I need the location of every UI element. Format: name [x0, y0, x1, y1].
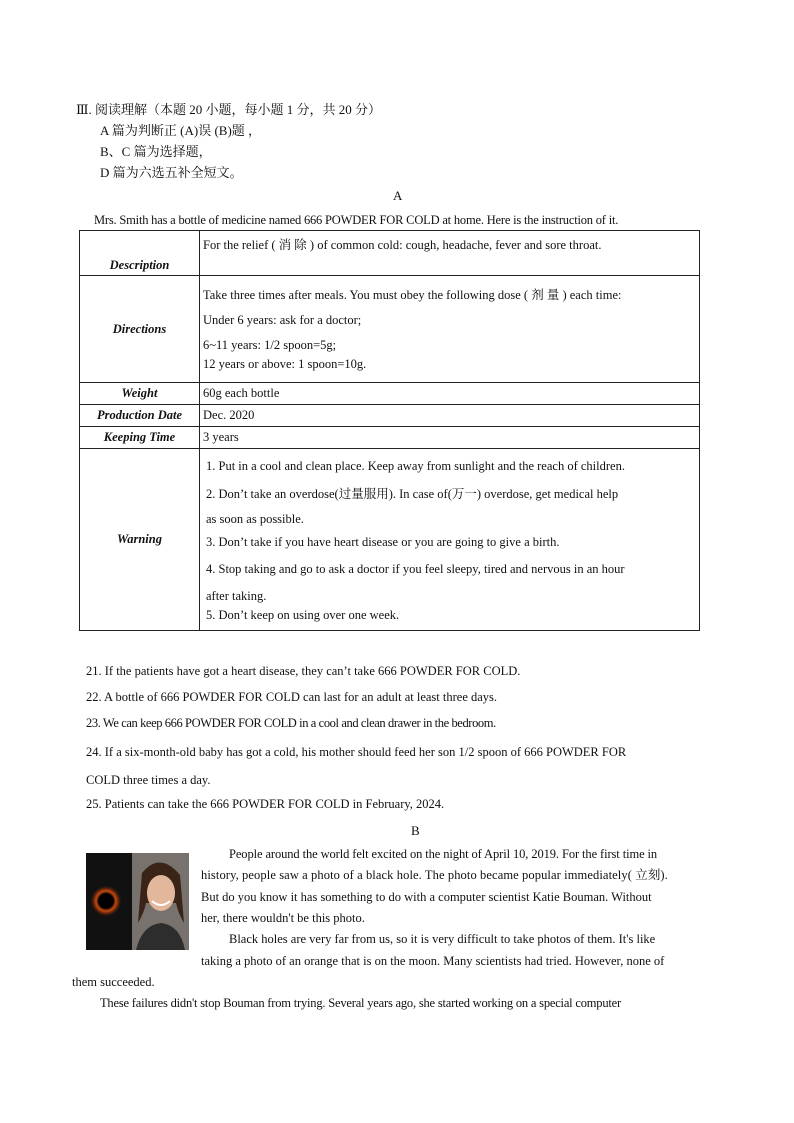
- directions-line: Take three times after meals. You must obey the following dose ( 剂 量 ) each time:: [203, 288, 622, 302]
- question-25: 25. Patients can take the 666 POWDER FOR COLD in February, 2024.: [86, 797, 445, 811]
- note-passage-bc: B、C 篇为选择题，: [100, 144, 212, 159]
- description-label: Description: [80, 231, 200, 276]
- question-22: 22. A bottle of 666 POWDER FOR COLD can last for an adult at least three days.: [86, 690, 498, 704]
- passage-a-label: A: [393, 188, 403, 203]
- table-row-keeping-time: [80, 427, 700, 449]
- directions-label: Directions: [80, 276, 200, 383]
- warning-line: 1. Put in a cool and clean place. Keep away from sunlight and the reach of children.: [206, 459, 625, 473]
- table-row-description: [80, 231, 700, 276]
- black-hole-image: [86, 853, 132, 950]
- warning-line: as soon as possible.: [206, 512, 304, 526]
- passage-b-line-1: People around the world felt excited on the night of April 10, 2019. For the first time in: [229, 847, 658, 861]
- weight-text: 60g each bottle: [200, 383, 700, 405]
- directions-text: [200, 276, 700, 383]
- description-text: For the relief ( 消 除 ) of common cold: cough, headache, fever and sore throat.: [200, 231, 700, 276]
- warning-line: 3. Don’t take if you have heart disease or you are going to give a birth.: [206, 535, 560, 549]
- production-date-text: Dec. 2020: [200, 405, 700, 427]
- question-24: 24. If a six-month-old baby has got a cold, his mother should feed her son 1/2 spoon of 666 POWDER FOR: [86, 745, 627, 759]
- question-21: 21. If the patients have got a heart disease, they can’t take 666 POWDER FOR COLD.: [86, 664, 521, 678]
- table-row-weight: [80, 383, 700, 405]
- keeping-time-text: 3 years: [200, 427, 700, 449]
- warning-line: 2. Don’t take an overdose(过量服用). In case of(万一) overdose, get medical help: [206, 487, 619, 501]
- question-24-continued: COLD three times a day.: [86, 773, 211, 787]
- passage-b-line-7: them succeeded.: [72, 975, 155, 989]
- passage-a-intro: Mrs. Smith has a bottle of medicine named 666 POWDER FOR COLD at home. Here is the instruction of it.: [94, 213, 619, 227]
- directions-line: 6~11 years: 1/2 spoon=5g;: [203, 338, 337, 352]
- table-row-warning: [80, 449, 700, 631]
- black-hole-icon: [86, 853, 132, 950]
- warning-line: 4. Stop taking and go to ask a doctor if you feel sleepy, tired and nervous in an hour: [206, 562, 625, 576]
- note-passage-d: D 篇为六选五补全短文。: [100, 165, 243, 180]
- directions-line: 12 years or above: 1 spoon=10g.: [203, 357, 367, 371]
- directions-line: Under 6 years: ask for a doctor;: [203, 313, 362, 327]
- question-23: 23. We can keep 666 POWDER FOR COLD in a cool and clean drawer in the bedroom.: [86, 716, 496, 730]
- scientist-portrait: [132, 853, 189, 950]
- warning-line: after taking.: [206, 589, 267, 603]
- person-icon: [132, 853, 189, 950]
- weight-label: Weight: [80, 383, 200, 405]
- table-row-production-date: [80, 405, 700, 427]
- section-title: Ⅲ. 阅读理解（本题 20 小题，每小题 1 分，共 20 分）: [76, 102, 382, 117]
- warning-text: [200, 449, 700, 631]
- keeping-time-label: Keeping Time: [80, 427, 200, 449]
- note-passage-a: A 篇为判断正 (A)误 (B)题 ，: [100, 123, 262, 138]
- passage-b-line-3: But do you know it has something to do with a computer scientist Katie Bouman. Without: [201, 890, 652, 904]
- passage-b-label: B: [411, 823, 420, 838]
- warning-label: Warning: [80, 449, 200, 631]
- instruction-table: [79, 230, 700, 631]
- black-hole-and-scientist-photo: [86, 853, 189, 950]
- passage-b-line-8: These failures didn't stop Bouman from trying. Several years ago, she started working on a special computer: [100, 996, 621, 1010]
- passage-b-line-4: her, there wouldn't be this photo.: [201, 911, 365, 925]
- passage-b-line-5: Black holes are very far from us, so it is very difficult to take photos of them. It's like: [229, 932, 656, 946]
- warning-line: 5. Don’t keep on using over one week.: [206, 608, 400, 622]
- production-date-label: Production Date: [80, 405, 200, 427]
- table-row-directions: [80, 276, 700, 383]
- passage-b-line-6: taking a photo of an orange that is on the moon. Many scientists had tried. However, none of: [201, 954, 665, 968]
- passage-b-line-2: history, people saw a photo of a black hole. The photo became popular immediately( 立刻).: [201, 868, 668, 882]
